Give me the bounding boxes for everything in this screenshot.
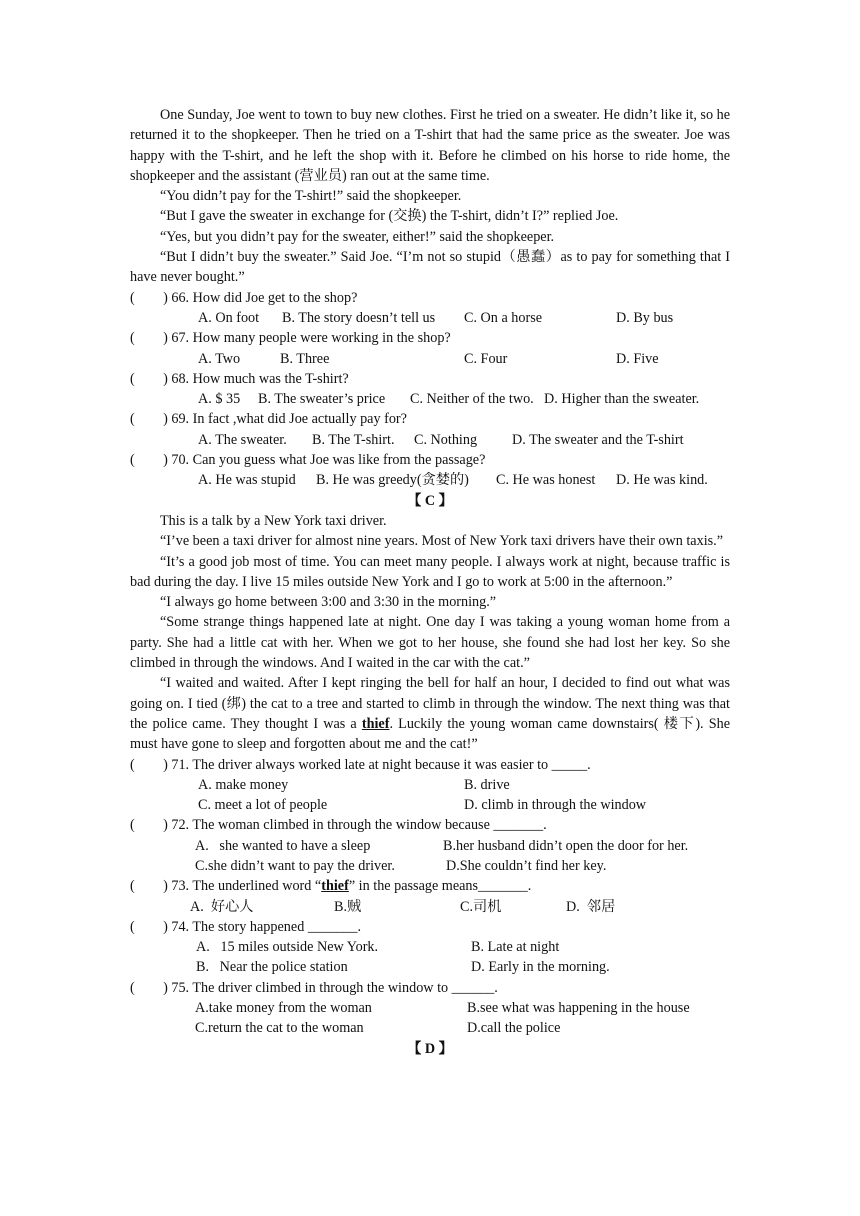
- question-73-option-a: A. 好心人: [190, 898, 254, 915]
- question-74-option-c: B. Near the police station: [196, 959, 348, 976]
- question-75-option-d: D.call the police: [467, 1020, 561, 1037]
- question-70-option-c: C. He was honest: [496, 472, 596, 489]
- question-71-option-a: A. make money: [198, 776, 289, 793]
- passage-c-paragraph-4: “I always go home between 3:00 and 3:30 in the morning.”: [160, 594, 497, 611]
- question-67-option-d: D. Five: [616, 350, 659, 367]
- passage-b-paragraph-4: “Yes, but you didn’t pay for the sweater, either!” said the shopkeeper.: [160, 228, 555, 245]
- question-69-option-a: A. The sweater.: [198, 431, 287, 448]
- passage-b-paragraph-2: “You didn’t pay for the T-shirt!” said the shopkeeper.: [160, 188, 462, 205]
- passage-b-paragraph-5: “But I didn’t buy the sweater.” Said Joe. “I’m not so stupid（愚蠢）as to pay for something that I have never bought.”: [130, 249, 730, 286]
- passage-b-paragraph-1: One Sunday, Joe went to town to buy new clothes. First he tried on a sweater. He didn’t like it, so he returned it to the shopkeeper. Then he tried on a T-shirt that had the same price as the sweater. Joe was happy with the T-shirt, and he left the shop with it. Before he climbed on his horse to ride home, the shopkeeper and the assistant (营业员) ran out at the same time.: [130, 107, 730, 184]
- question-73-stem: [130, 876, 730, 896]
- question-72-options-row-1: [195, 836, 730, 856]
- question-72-stem: ( ) 72. The woman climbed in through the window because _______.: [130, 817, 547, 834]
- question-66-option-a: A. On foot: [198, 309, 260, 326]
- question-69-options: [198, 430, 730, 450]
- passage-c-paragraph-6: [130, 673, 730, 754]
- question-66-option-b: B. The story doesn’t tell us: [282, 309, 436, 326]
- question-71-options-row-1: [198, 775, 730, 795]
- passage-c-paragraph-6-start: “I waited and waited. After I kept ringing the bell for half an hour, I decided to find out what was going on. I tied (绑) the cat to a tree and started to climb in through the window. The next thing was that the police came. They thought I was a: [130, 675, 730, 732]
- question-75-options-row-2: [195, 1018, 730, 1038]
- question-74-option-b: B. Late at night: [471, 939, 560, 956]
- question-73-underlined-word: thief: [321, 878, 349, 895]
- question-75-option-c: C.return the cat to the woman: [195, 1020, 364, 1037]
- section-d-heading: 【 D 】: [407, 1040, 453, 1057]
- question-74-options-row-1: [198, 937, 730, 957]
- question-67-option-a: A. Two: [198, 350, 241, 367]
- question-70-option-b: B. He was greedy(贪婪的): [316, 472, 469, 489]
- question-72-option-d: D.She couldn’t find her key.: [446, 857, 607, 874]
- question-75-stem: ( ) 75. The driver climbed in through the window to ______.: [130, 979, 498, 996]
- passage-c-paragraph-1: This is a talk by a New York taxi driver.: [160, 512, 387, 529]
- question-74-stem: ( ) 74. The story happened _______.: [130, 918, 362, 935]
- question-73-option-b: B.贼: [334, 898, 362, 915]
- question-72-option-a: A. she wanted to have a sleep: [195, 837, 371, 854]
- question-66-option-d: D. By bus: [616, 309, 674, 326]
- question-71-option-d: D. climb in through the window: [464, 797, 647, 814]
- passage-c-paragraph-6-end: . Luckily the young woman came downstairs( 楼下). She must have gone to sleep and forgotten about me and the cat!”: [130, 715, 730, 753]
- question-75-option-a: A.take money from the woman: [195, 1000, 372, 1017]
- question-68-options: [198, 389, 730, 409]
- question-67-option-b: B. Three: [280, 350, 330, 367]
- question-72-option-c: C.she didn’t want to pay the driver.: [195, 857, 395, 874]
- question-69-stem: ( ) 69. In fact ,what did Joe actually pay for?: [130, 411, 407, 428]
- question-71-stem: ( ) 71. The driver always worked late at night because it was easier to _____.: [130, 756, 591, 773]
- question-68-option-b: B. The sweater’s price: [258, 391, 386, 408]
- question-70-stem: ( ) 70. Can you guess what Joe was like from the passage?: [130, 452, 486, 469]
- section-c-heading: 【 C 】: [407, 492, 453, 509]
- passage-c-paragraph-2: “I’ve been a taxi driver for almost nine years. Most of New York taxi drivers have their own taxis.”: [160, 533, 724, 550]
- question-69-option-b: B. The T-shirt.: [312, 431, 395, 448]
- question-75-options-row-1: [195, 998, 730, 1018]
- question-66-option-c: C. On a horse: [464, 309, 543, 326]
- question-67-stem: ( ) 67. How many people were working in the shop?: [130, 330, 451, 347]
- passage-c-paragraph-3: “It’s a good job most of time. You can meet many people. I always work at night, because traffic is bad during the day. I live 15 miles outside New York and I go to work at 5:00 in the afternoon.”: [130, 553, 730, 590]
- question-74-option-a: A. 15 miles outside New York.: [196, 939, 379, 956]
- question-71-option-b: B. drive: [464, 776, 510, 793]
- question-70-option-d: D. He was kind.: [616, 472, 708, 489]
- question-70-option-a: A. He was stupid: [198, 472, 296, 489]
- question-74-option-d: D. Early in the morning.: [471, 959, 610, 976]
- question-73-option-c: C.司机: [460, 898, 502, 915]
- question-71-option-c: C. meet a lot of people: [198, 797, 328, 814]
- question-74-options-row-2: [198, 957, 730, 977]
- passage-c-paragraph-5: “Some strange things happened late at night. One day I was taking a young woman home from a party. She had a little cat with her. When we got to her house, she found she had lost her key. So she climbed in through the windows. And I waited in the car with the cat.”: [130, 614, 730, 672]
- question-73-option-d: D. 邻居: [566, 898, 616, 915]
- question-71-options-row-2: [198, 795, 730, 815]
- question-68-stem: ( ) 68. How much was the T-shirt?: [130, 370, 349, 387]
- question-72-options-row-2: [195, 856, 730, 876]
- question-70-options: [198, 470, 730, 490]
- question-66-stem: ( ) 66. How did Joe get to the shop?: [130, 289, 358, 306]
- question-68-option-d: D. Higher than the sweater.: [544, 391, 700, 408]
- passage-b-paragraph-3: “But I gave the sweater in exchange for (交换) the T-shirt, didn’t I?” replied Joe.: [160, 208, 619, 225]
- question-73-stem-end: ” in the passage means_______.: [348, 878, 532, 895]
- question-69-option-c: C. Nothing: [414, 431, 478, 448]
- question-73-options: [190, 897, 730, 917]
- question-68-option-a: A. $ 35: [198, 391, 241, 408]
- question-69-option-d: D. The sweater and the T-shirt: [512, 431, 684, 448]
- underlined-word-thief: thief: [361, 715, 390, 732]
- document-content: [130, 105, 730, 1059]
- question-66-options: [198, 308, 730, 328]
- question-73-stem-start: ( ) 73. The underlined word “: [130, 878, 322, 895]
- question-67-options: [198, 349, 730, 369]
- question-75-option-b: B.see what was happening in the house: [467, 1000, 690, 1017]
- question-72-option-b: B.her husband didn’t open the door for her.: [443, 837, 689, 854]
- question-68-option-c: C. Neither of the two.: [410, 391, 534, 408]
- question-67-option-c: C. Four: [464, 350, 508, 367]
